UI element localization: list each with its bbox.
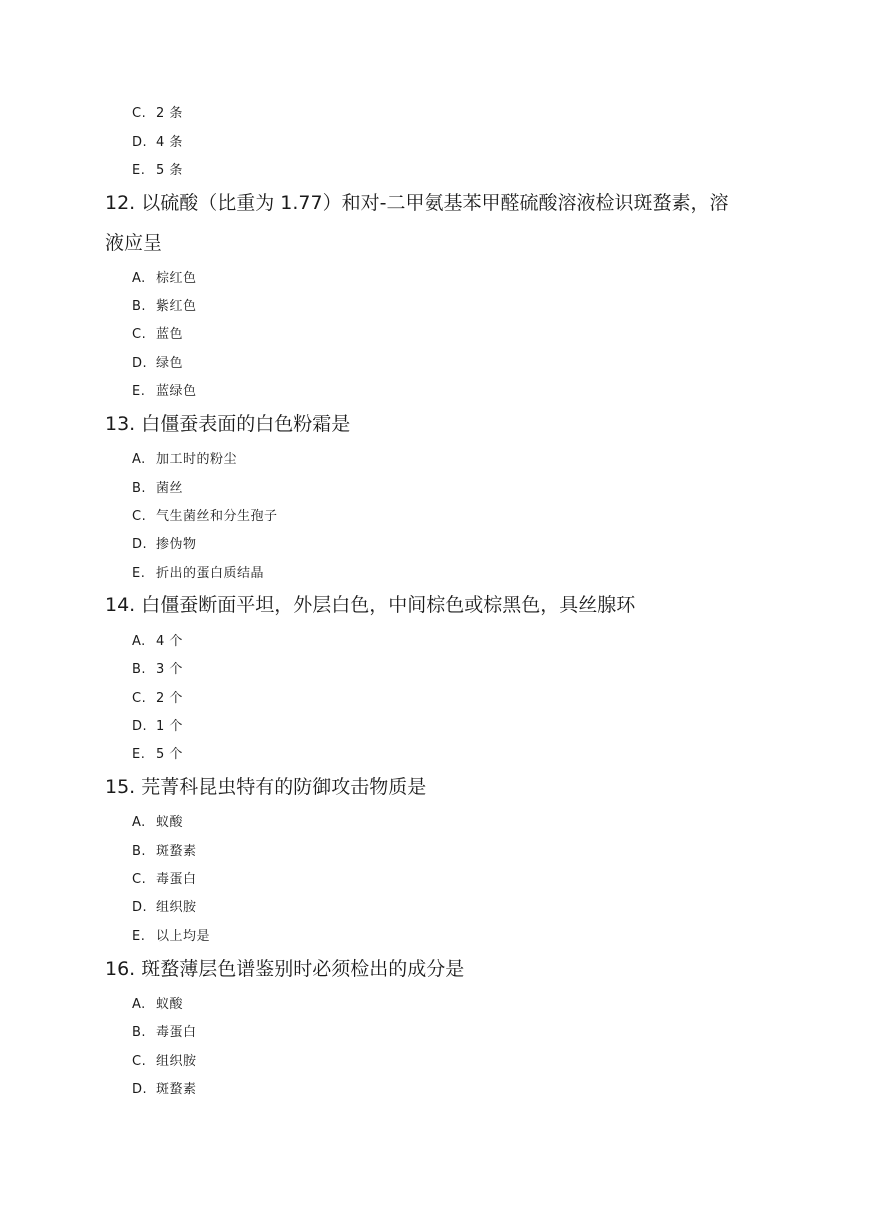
option-text: 绿色 xyxy=(156,356,184,371)
q15-option-e xyxy=(132,929,210,945)
q11-option-d xyxy=(132,135,183,151)
option-letter: E. xyxy=(132,747,146,762)
q16-option-d xyxy=(132,1082,197,1098)
option-text: 菌丝 xyxy=(156,481,184,496)
option-text: 1 个 xyxy=(156,719,183,734)
q13-option-a xyxy=(132,452,237,468)
option-letter: C. xyxy=(132,691,147,706)
q12-stem-line1: 12. 以硫酸（比重为 1.77）和对-二甲氨基苯甲醛硫酸溶液检识斑蝥素，溶 xyxy=(105,192,729,214)
option-text: 2 条 xyxy=(156,106,183,121)
q12-option-b xyxy=(132,299,197,315)
q14-option-e xyxy=(132,747,183,763)
q15-option-d xyxy=(132,900,197,916)
option-letter: D. xyxy=(132,537,148,552)
option-letter: D. xyxy=(132,135,148,150)
option-text: 3 个 xyxy=(156,662,183,677)
q11-option-c xyxy=(132,106,183,122)
q13-option-c xyxy=(132,509,278,525)
q11-option-e xyxy=(132,163,183,179)
option-text: 4 条 xyxy=(156,135,183,150)
option-letter: D. xyxy=(132,1082,148,1097)
option-text: 5 条 xyxy=(156,163,183,178)
option-text: 折出的蛋白质结晶 xyxy=(156,566,265,581)
option-text: 斑蝥素 xyxy=(156,1082,197,1097)
option-text: 组织胺 xyxy=(156,900,197,915)
q16-option-a xyxy=(132,997,183,1013)
option-letter: B. xyxy=(132,299,147,314)
option-text: 蓝绿色 xyxy=(156,384,197,399)
option-letter: A. xyxy=(132,452,146,467)
option-text: 紫红色 xyxy=(156,299,197,314)
option-letter: D. xyxy=(132,356,148,371)
option-letter: E. xyxy=(132,929,146,944)
option-text: 组织胺 xyxy=(156,1054,197,1069)
q16-stem: 16. 斑蝥薄层色谱鉴别时必须检出的成分是 xyxy=(105,958,465,980)
option-letter: A. xyxy=(132,815,146,830)
option-text: 2 个 xyxy=(156,691,183,706)
option-letter: A. xyxy=(132,634,146,649)
option-letter: B. xyxy=(132,662,147,677)
option-letter: B. xyxy=(132,481,147,496)
option-letter: C. xyxy=(132,509,147,524)
q14-option-b xyxy=(132,662,183,678)
q15-option-b xyxy=(132,844,197,860)
option-letter: D. xyxy=(132,719,148,734)
q15-stem: 15. 芫菁科昆虫特有的防御攻击物质是 xyxy=(105,776,427,798)
option-text: 蚁酸 xyxy=(156,815,184,830)
option-letter: B. xyxy=(132,844,147,859)
option-letter: E. xyxy=(132,384,146,399)
option-letter: C. xyxy=(132,1054,147,1069)
q14-option-d xyxy=(132,719,183,735)
option-text: 以上均是 xyxy=(156,929,211,944)
option-letter: A. xyxy=(132,271,146,286)
option-letter: B. xyxy=(132,1025,147,1040)
q12-option-d xyxy=(132,356,183,372)
q13-option-d xyxy=(132,537,197,553)
option-letter: C. xyxy=(132,327,147,342)
option-text: 4 个 xyxy=(156,634,183,649)
q13-option-b xyxy=(132,481,183,497)
option-letter: E. xyxy=(132,566,146,581)
q13-option-e xyxy=(132,566,264,582)
q16-option-b xyxy=(132,1025,197,1041)
option-text: 棕红色 xyxy=(156,271,197,286)
q16-option-c xyxy=(132,1054,197,1070)
q14-option-a xyxy=(132,634,183,650)
option-text: 掺伪物 xyxy=(156,537,197,552)
option-text: 气生菌丝和分生孢子 xyxy=(156,509,278,524)
option-letter: D. xyxy=(132,900,148,915)
q15-option-c xyxy=(132,872,197,888)
q14-stem: 14. 白僵蚕断面平坦，外层白色，中间棕色或棕黑色，具丝腺环 xyxy=(105,594,636,616)
option-text: 毒蛋白 xyxy=(156,872,197,887)
option-text: 加工时的粉尘 xyxy=(156,452,238,467)
option-text: 毒蛋白 xyxy=(156,1025,197,1040)
q12-option-a xyxy=(132,271,197,287)
option-letter: C. xyxy=(132,872,147,887)
option-letter: E. xyxy=(132,163,146,178)
q12-option-e xyxy=(132,384,197,400)
option-text: 蚁酸 xyxy=(156,997,184,1012)
option-letter: C. xyxy=(132,106,147,121)
q12-stem-line2: 液应呈 xyxy=(105,232,163,254)
option-text: 斑蝥素 xyxy=(156,844,197,859)
option-letter: A. xyxy=(132,997,146,1012)
option-text: 5 个 xyxy=(156,747,183,762)
option-text: 蓝色 xyxy=(156,327,184,342)
q15-option-a xyxy=(132,815,183,831)
q13-stem: 13. 白僵蚕表面的白色粉霜是 xyxy=(105,413,351,435)
q14-option-c xyxy=(132,691,183,707)
q12-option-c xyxy=(132,327,183,343)
